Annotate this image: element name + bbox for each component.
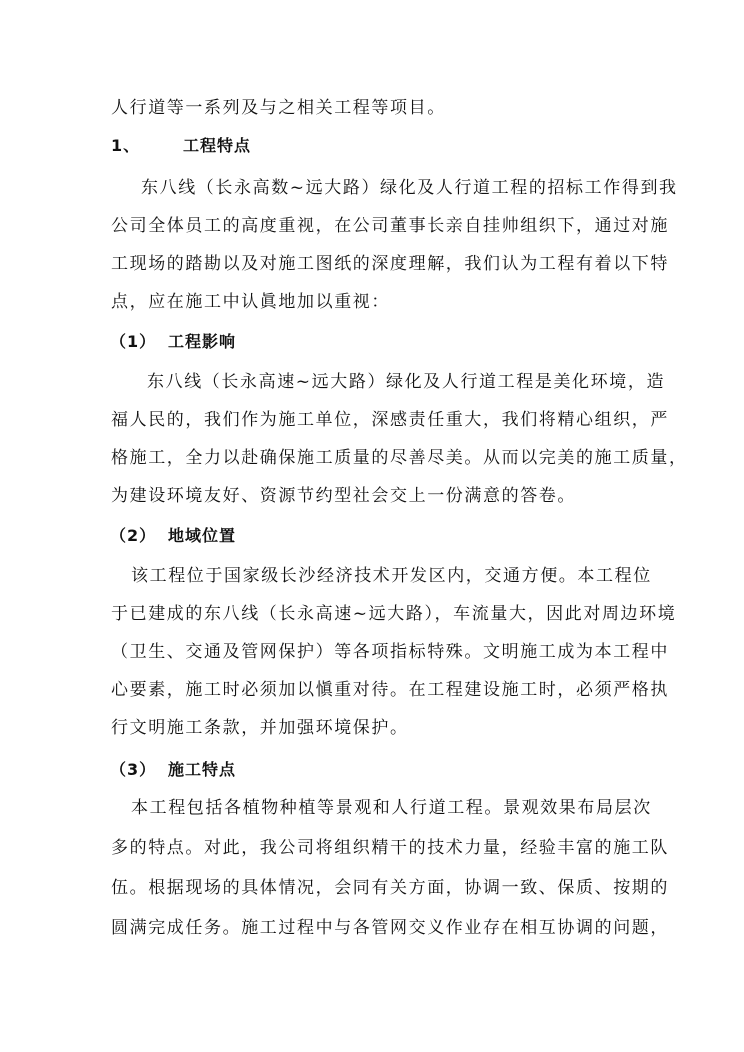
subsection-heading-2 <box>110 525 236 547</box>
subsection-number: （3） <box>110 760 157 779</box>
paragraph-line: 点，应在施工中认眞地加以重视： <box>111 292 390 312</box>
paragraph-line: 于已建成的东八线（长永高速~远大路），车流量大，因此对周边环境 <box>111 604 677 624</box>
paragraph-line: 福人民的，我们作为施工单位，深感责任重大，我们将精心组织，严 <box>111 410 669 430</box>
paragraph-line: 本工程包括各植物种植等景观和人行道工程。景观效果布局层次 <box>131 798 652 818</box>
subsection-title: 施工特点 <box>168 760 237 779</box>
paragraph-line: 东八线（长永高速~远大路）绿化及人行道工程是美化环境，造 <box>147 372 666 392</box>
paragraph-line: 行文明施工条款，并加强环境保护。 <box>111 718 409 738</box>
paragraph-line: 伍。根据现场的具体情况，会同有关方面，协调一致、保质、按期的 <box>111 878 669 898</box>
paragraph-line: 该工程位于国家级长沙经济技术开发区内，交通方便。本工程位 <box>131 566 652 586</box>
section-number: 1、 <box>111 136 141 155</box>
subsection-title: 地域位置 <box>168 526 237 545</box>
section-heading-1 <box>111 135 251 157</box>
paragraph-line: 公司全体员工的高度重视，在公司董事长亲自挂帅组织下，通过对施 <box>111 216 669 236</box>
subsection-number: （1） <box>110 332 157 351</box>
paragraph-line: 人行道等一系列及与之相关工程等项目。 <box>111 98 446 118</box>
paragraph-line: 多的特点。对此，我公司将组织精干的技术力量，经验丰富的施工队 <box>111 838 669 858</box>
subsection-heading-1 <box>110 331 236 353</box>
paragraph-line: 圆满完成任务。施工过程中与各管网交义作业存在相互协调的问题， <box>111 918 669 938</box>
paragraph-line: 心要素，施工时必须加以愼重对待。在工程建设施工时，必须严格执 <box>111 680 669 700</box>
subsection-number: （2） <box>110 526 157 545</box>
paragraph-line: 为建设环境友好、资源节约型社会交上一份满意的答卷。 <box>111 486 576 506</box>
section-title: 工程特点 <box>183 136 252 155</box>
subsection-heading-3 <box>110 759 236 781</box>
paragraph-line: （卫生、交通及管网保护）等各项指标特殊。文明施工成为本工程中 <box>111 642 669 662</box>
subsection-title: 工程影响 <box>168 332 237 351</box>
paragraph-line: 工现场的踏勘以及对施工图纸的深度理解，我们认为工程有着以下特 <box>111 254 669 274</box>
paragraph-line: 东八线（长永高数~远大路）绿化及人行道工程的招标工作得到我 <box>141 178 678 198</box>
paragraph-line: 格施工，全力以赴确保施工质量的尽善尽美。从而以完美的施工质量， <box>111 448 688 468</box>
